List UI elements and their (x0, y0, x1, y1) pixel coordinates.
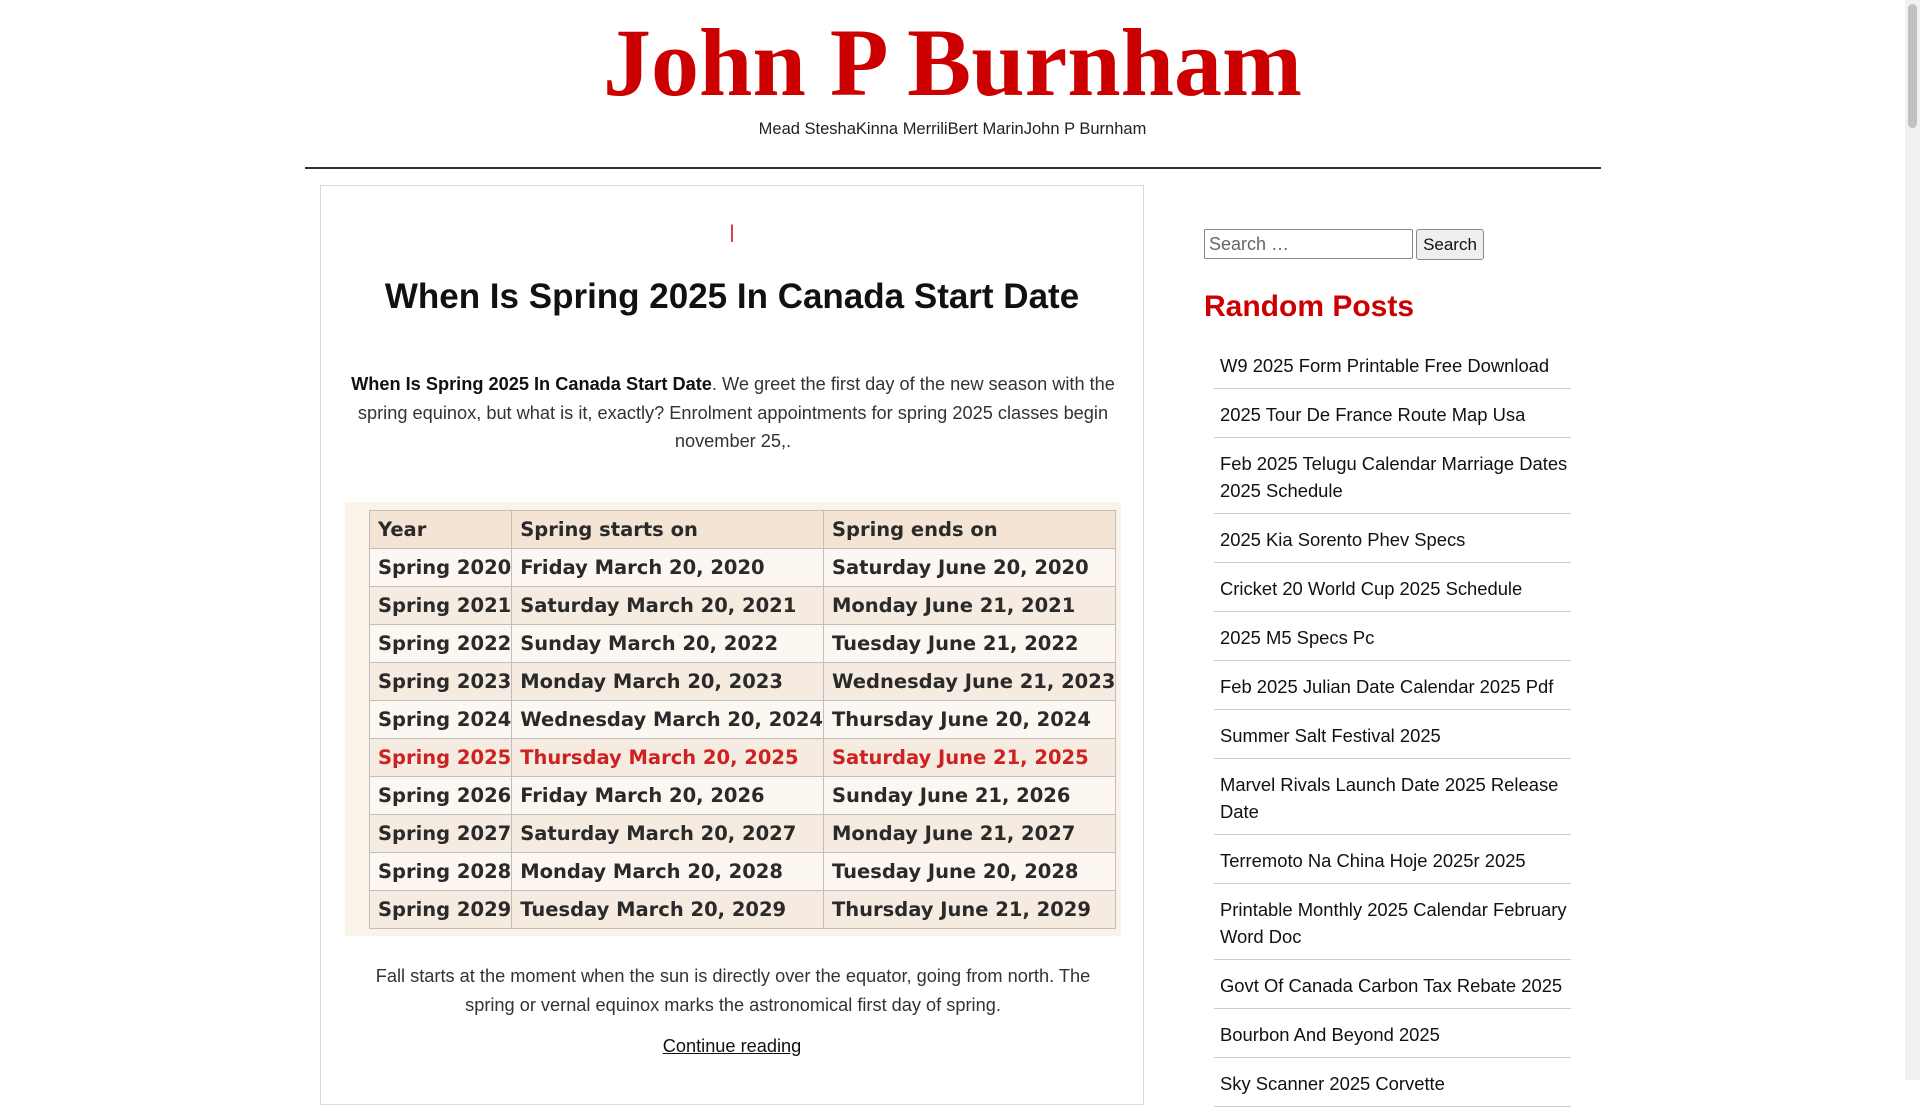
random-post-link[interactable]: Terremoto Na China Hoje 2025r 2025 (1220, 850, 1526, 871)
random-post-link[interactable]: Sky Scanner 2025 Corvette (1220, 1073, 1445, 1094)
table-cell-start: Thursday March 20, 2025 (512, 739, 824, 777)
spring-dates-image (345, 502, 1121, 936)
list-item (1214, 522, 1571, 563)
table-cell-start: Sunday March 20, 2022 (512, 625, 824, 663)
table-cell-year: Spring 2026 (370, 777, 512, 815)
scrollbar-thumb[interactable] (1908, 4, 1917, 128)
table-cell-start: Monday March 20, 2023 (512, 663, 824, 701)
search-input[interactable] (1204, 229, 1413, 259)
random-posts-list (1214, 348, 1571, 1115)
header-divider (305, 167, 1601, 169)
table-cell-end: Tuesday June 21, 2022 (823, 625, 1115, 663)
random-post-link[interactable]: Summer Salt Festival 2025 (1220, 725, 1441, 746)
table-row (370, 549, 1116, 587)
list-item (1214, 446, 1571, 514)
post-outro: Fall starts at the moment when the sun is directly over the equator, going from north. The spring or vernal equinox marks the astronomical first day of spring. (375, 966, 1091, 1015)
list-item (1214, 669, 1571, 710)
table-cell-year: Spring 2023 (370, 663, 512, 701)
spring-dates-table (369, 510, 1116, 929)
nav-item-mead-stesha[interactable]: Mead Stesha (758, 120, 856, 138)
article-card (320, 185, 1144, 1105)
random-post-link[interactable]: 2025 Kia Sorento Phev Specs (1220, 529, 1466, 550)
table-row (370, 625, 1116, 663)
scrollbar[interactable] (1905, 0, 1920, 1080)
list-item (1214, 892, 1571, 960)
table-cell-start: Wednesday March 20, 2024 (512, 701, 824, 739)
post-title[interactable]: When Is Spring 2025 In Canada Start Date (384, 277, 1080, 316)
post-intro-text: . We greet the first day of the new season with the spring equinox, but what is it, exactly? Enrolment appointments for spring 2025 classes begin november 25,. (357, 374, 1115, 452)
list-item (1214, 718, 1571, 759)
table-cell-end: Saturday June 20, 2020 (823, 549, 1115, 587)
continue-reading-wrap (321, 1036, 1143, 1057)
table-cell-end: Monday June 21, 2021 (823, 587, 1115, 625)
random-post-link[interactable]: Feb 2025 Telugu Calendar Marriage Dates 2025 Schedule (1220, 453, 1568, 501)
table-cell-start: Friday March 20, 2026 (512, 777, 824, 815)
table-row (370, 587, 1116, 625)
nav-item-bert-marin[interactable]: Bert Marin (947, 120, 1024, 138)
table-header-row (370, 511, 1116, 549)
random-post-link[interactable]: Marvel Rivals Launch Date 2025 Release Date (1220, 774, 1559, 822)
random-post-link[interactable]: Cricket 20 World Cup 2025 Schedule (1220, 578, 1523, 599)
random-post-link[interactable]: Feb 2025 Julian Date Calendar 2025 Pdf (1220, 676, 1554, 697)
random-post-link[interactable]: Printable Monthly 2025 Calendar February Word Doc (1220, 899, 1567, 947)
table-header-year: Year (370, 511, 512, 549)
table-header-starts: Spring starts on (512, 511, 824, 549)
random-post-link[interactable]: Bourbon And Beyond 2025 (1220, 1024, 1440, 1045)
list-item (1214, 843, 1571, 884)
post-intro-bold: When Is Spring 2025 In Canada Start Date (351, 374, 712, 394)
random-post-link[interactable]: Govt Of Canada Carbon Tax Rebate 2025 (1220, 975, 1563, 996)
table-row (370, 891, 1116, 929)
list-item (1214, 571, 1571, 612)
top-nav (0, 118, 1905, 140)
table-cell-year: Spring 2021 (370, 587, 512, 625)
site-title-link[interactable]: John P Burnham (603, 9, 1302, 116)
list-item (1214, 348, 1571, 389)
table-body (370, 549, 1116, 929)
post-meta-separator: | (729, 222, 735, 242)
table-cell-end: Thursday June 20, 2024 (823, 701, 1115, 739)
continue-reading-link[interactable]: Continue reading (662, 1036, 802, 1056)
list-item (1214, 767, 1571, 835)
table-cell-year: Spring 2027 (370, 815, 512, 853)
table-row (370, 701, 1116, 739)
table-row (370, 853, 1116, 891)
table-cell-year: Spring 2025 (370, 739, 512, 777)
table-cell-start: Monday March 20, 2028 (512, 853, 824, 891)
table-cell-end: Sunday June 21, 2026 (823, 777, 1115, 815)
list-item (1214, 397, 1571, 438)
nav-item-kinna-merrili[interactable]: Kinna Merrili (855, 120, 948, 138)
table-cell-year: Spring 2020 (370, 549, 512, 587)
table-cell-end: Wednesday June 21, 2023 (823, 663, 1115, 701)
table-row (370, 663, 1116, 701)
list-item (1214, 1066, 1571, 1107)
list-item (1214, 620, 1571, 661)
table-cell-end: Thursday June 21, 2029 (823, 891, 1115, 929)
table-cell-start: Friday March 20, 2020 (512, 549, 824, 587)
table-cell-end: Saturday June 21, 2025 (823, 739, 1115, 777)
table-cell-year: Spring 2024 (370, 701, 512, 739)
list-item (1214, 968, 1571, 1009)
table-cell-year: Spring 2029 (370, 891, 512, 929)
random-posts-heading: Random Posts (1204, 290, 1415, 323)
table-cell-start: Saturday March 20, 2027 (512, 815, 824, 853)
search-button[interactable]: Search (1416, 229, 1484, 260)
table-row (370, 815, 1116, 853)
table-cell-start: Saturday March 20, 2021 (512, 587, 824, 625)
random-post-link[interactable]: 2025 Tour De France Route Map Usa (1220, 404, 1526, 425)
table-cell-start: Tuesday March 20, 2029 (512, 891, 824, 929)
list-item (1214, 1017, 1571, 1058)
table-header-ends: Spring ends on (823, 511, 1115, 549)
post-intro (351, 370, 1115, 456)
nav-item-john-p-burnham[interactable]: John P Burnham (1023, 120, 1147, 138)
table-row (370, 739, 1116, 777)
table-cell-year: Spring 2022 (370, 625, 512, 663)
table-row (370, 777, 1116, 815)
table-cell-end: Tuesday June 20, 2028 (823, 853, 1115, 891)
random-post-link[interactable]: W9 2025 Form Printable Free Download (1220, 355, 1550, 376)
table-cell-end: Monday June 21, 2027 (823, 815, 1115, 853)
table-cell-year: Spring 2028 (370, 853, 512, 891)
random-post-link[interactable]: 2025 M5 Specs Pc (1220, 627, 1375, 648)
